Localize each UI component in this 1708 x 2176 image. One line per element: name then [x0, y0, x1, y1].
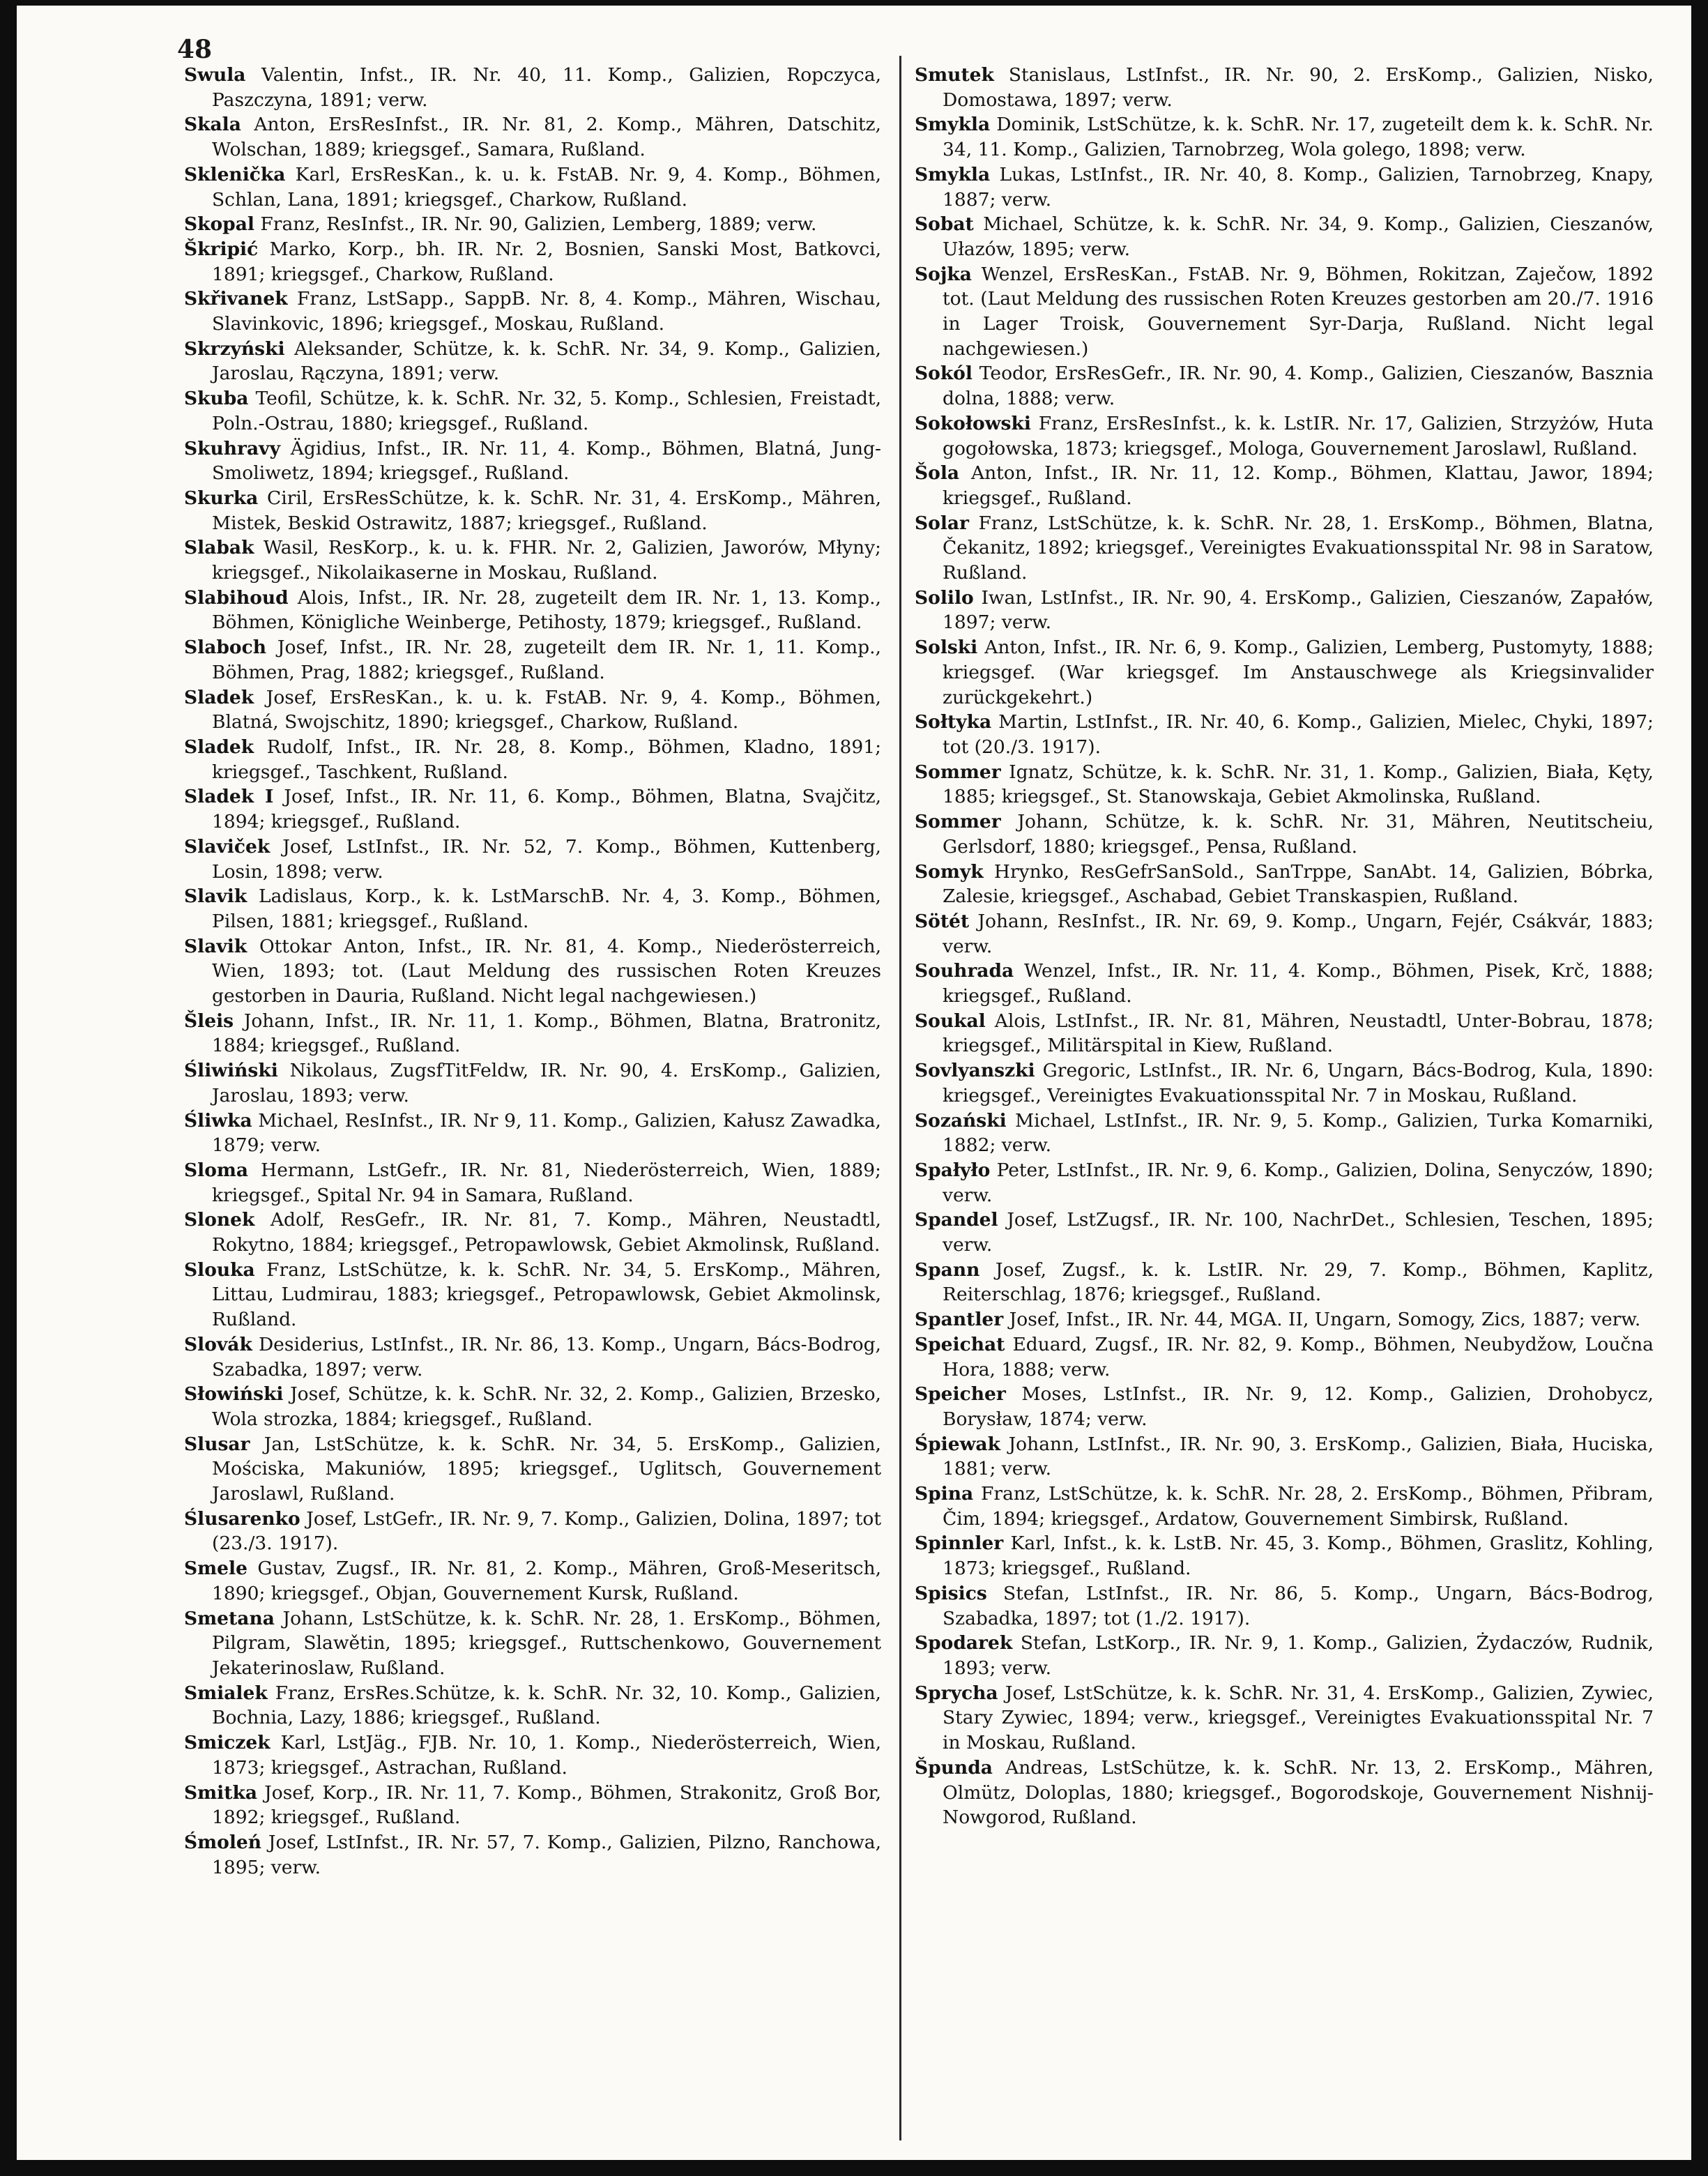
list-item	[184, 386, 881, 436]
list-item	[915, 710, 1654, 759]
entry-surname: Śliwiński	[184, 1060, 278, 1082]
list-item	[915, 1009, 1654, 1058]
list-item	[184, 1432, 881, 1507]
list-item	[915, 262, 1654, 362]
entry-surname: Swula	[184, 64, 246, 86]
entry-surname: Sloma	[184, 1159, 249, 1181]
list-item	[915, 411, 1654, 461]
entry-surname: Souhrada	[915, 960, 1014, 982]
entry-surname: Ślusarenko	[184, 1507, 300, 1530]
list-item	[915, 162, 1654, 212]
list-item	[184, 635, 881, 685]
entry-surname: Śliwka	[184, 1109, 252, 1132]
entry-surname: Sovlyanszki	[915, 1060, 1035, 1082]
entry-details: Johann, Schütze, k. k. SchR. Nr. 31, Mähren, Neutitscheiu, Gerlsdorf, 1880; kriegsgef., Pensa, Rußland.	[943, 811, 1654, 858]
entry-details: Alois, LstInfst., IR. Nr. 81, Mähren, Neustadtl, Unter-Bobrau, 1878; kriegsgef., Militärspital in Kiew, Rußland.	[943, 1010, 1654, 1057]
list-item	[184, 685, 881, 735]
entry-surname: Slabihoud	[184, 586, 289, 609]
list-item	[915, 511, 1654, 586]
entry-surname: Sladek	[184, 686, 254, 708]
right-column	[915, 63, 1654, 1830]
entry-details: Gregoric, LstInfst., IR. Nr. 6, Ungarn, Bács-Bodrog, Kula, 1890: kriegsgef., Vereinigtes Evakuationsspital Nr. 7 in Moskau, Rußland.	[943, 1060, 1654, 1106]
entry-surname: Smutek	[915, 64, 994, 86]
entry-surname: Škripić	[184, 238, 259, 260]
entry-surname: Skrzyński	[184, 337, 285, 360]
entry-surname: Śpiewak	[915, 1433, 1000, 1455]
entry-surname: Speichat	[915, 1333, 1005, 1355]
entry-details: Franz, ErsResInfst., k. k. LstIR. Nr. 17, Galizien, Strzyżów, Huta gogołowska, 1873; kriegsgef., Mologa, Gouvernement Jaroslawl, Rußland.	[943, 412, 1654, 459]
entry-details: Franz, ErsRes.Schütze, k. k. SchR. Nr. 32, 10. Komp., Galizien, Bochnia, Lazy, 1886; kriegsgef., Rußland.	[212, 1682, 881, 1729]
list-item	[184, 287, 881, 336]
entry-surname: Spałyło	[915, 1159, 991, 1181]
list-item	[915, 212, 1654, 261]
page-number: 48	[177, 35, 213, 64]
list-item	[184, 1158, 881, 1208]
list-item	[184, 586, 881, 635]
entry-surname: Sklenička	[184, 163, 286, 185]
entry-surname: Skopal	[184, 213, 254, 236]
entry-details: Rudolf, Infst., IR. Nr. 28, 8. Komp., Böhmen, Kladno, 1891; kriegsgef., Taschkent, Rußland.	[212, 736, 881, 783]
list-item	[184, 1730, 881, 1780]
entry-details: Anton, Infst., IR. Nr. 11, 12. Komp., Böhmen, Klattau, Jawor, 1894; kriegsgef., Rußland.	[943, 462, 1654, 509]
entry-surname: Sladek	[184, 736, 254, 758]
list-item	[184, 1058, 881, 1108]
entry-surname: Smitka	[184, 1781, 258, 1804]
list-item	[915, 1681, 1654, 1756]
entry-surname: Spann	[915, 1258, 980, 1281]
list-item	[184, 784, 881, 834]
entry-details: Michael, LstInfst., IR. Nr. 9, 5. Komp., Galizien, Turka Komarniki, 1882; verw.	[943, 1109, 1654, 1157]
entry-surname: Sobat	[915, 213, 974, 236]
column-divider	[899, 56, 901, 2140]
entry-surname: Slusar	[184, 1433, 250, 1455]
entry-surname: Slovák	[184, 1333, 252, 1355]
list-item	[915, 1432, 1654, 1482]
list-item	[184, 237, 881, 287]
entry-details: Martin, LstInfst., IR. Nr. 40, 6. Komp., Galizien, Mielec, Chyki, 1897; tot (20./3. 1917).	[943, 711, 1654, 758]
list-item	[915, 1208, 1654, 1257]
entry-surname: Skala	[184, 114, 241, 136]
list-item	[915, 1482, 1654, 1531]
list-item	[915, 361, 1654, 411]
entry-details: Josef, LstSchütze, k. k. SchR. Nr. 31, 4. ErsKomp., Galizien, Zywiec, Stary Zywiec, 1894; verw., kriegsgef., Vereinigtes Evakuationsspital Nr. 7 in Moskau, Rußland.	[943, 1682, 1654, 1754]
entry-details: Aleksander, Schütze, k. k. SchR. Nr. 34, 9. Komp., Galizien, Jaroslau, Rączyna, 1891; verw.	[212, 337, 881, 385]
list-item	[184, 1507, 881, 1556]
entry-surname: Smykla	[915, 163, 991, 185]
entry-details: Karl, LstJäg., FJB. Nr. 10, 1. Komp., Niederösterreich, Wien, 1873; kriegsgef., Astrachan, Rußland.	[212, 1732, 881, 1779]
entry-details: Josef, Korp., IR. Nr. 11, 7. Komp., Böhmen, Strakonitz, Groß Bor, 1892; kriegsgef., Rußland.	[212, 1781, 881, 1829]
entry-details: Ciril, ErsResSchütze, k. k. SchR. Nr. 31, 4. ErsKomp., Mähren, Mistek, Beskid Ostrawitz, 1887; kriegsgef., Rußland.	[212, 487, 881, 534]
entry-details: Johann, Infst., IR. Nr. 11, 1. Komp., Böhmen, Blatna, Bratronitz, 1884; kriegsgef., Rußland.	[212, 1010, 881, 1057]
list-item	[184, 1606, 881, 1681]
list-item	[184, 835, 881, 884]
entry-details: Gustav, Zugsf., IR. Nr. 81, 2. Komp., Mähren, Groß-Meseritsch, 1890; kriegsgef., Objan, Gouvernement Kursk, Rußland.	[212, 1558, 881, 1604]
entry-details: Ottokar Anton, Infst., IR. Nr. 81, 4. Komp., Niederösterreich, Wien, 1893; tot. (Laut Meldung des russischen Roten Kreuzes gestorben in Dauria, Rußland. Nicht legal nachgewiesen.)	[212, 935, 881, 1007]
entry-details: Andreas, LstSchütze, k. k. SchR. Nr. 13, 2. ErsKomp., Mähren, Olmütz, Doloplas, 1880; kriegsgef., Bogorodskoje, Gouvernement Nishnij-Nowgorod, Rußland.	[943, 1756, 1654, 1829]
list-item	[184, 1382, 881, 1431]
entry-details: Moses, LstInfst., IR. Nr. 9, 12. Komp., Galizien, Drohobycz, Borysław, 1874; verw.	[943, 1383, 1654, 1430]
entry-surname: Slaviček	[184, 835, 270, 858]
entry-details: Dominik, LstSchütze, k. k. SchR. Nr. 17, zugeteilt dem k. k. SchR. Nr. 34, 11. Komp., Galizien, Tarnobrzeg, Wola golego, 1898; verw.	[943, 114, 1654, 161]
list-item	[915, 1332, 1654, 1382]
entry-details: Teofil, Schütze, k. k. SchR. Nr. 32, 5. Komp., Schlesien, Freistadt, Poln.-Ostrau, 1880; kriegsgef., Rußland.	[212, 388, 881, 434]
entry-details: Anton, Infst., IR. Nr. 6, 9. Komp., Galizien, Lemberg, Pustomyty, 1888; kriegsgef. (War kriegsgef. Im Anstauschwege als Kriegsinvalider zurückgekehrt.)	[943, 637, 1654, 708]
entry-details: Ladislaus, Korp., k. k. LstMarschB. Nr. 4, 3. Komp., Böhmen, Pilsen, 1881; kriegsgef., Rußland.	[212, 885, 881, 932]
entry-surname: Slouka	[184, 1258, 255, 1281]
list-item	[184, 1830, 881, 1880]
entry-surname: Sladek I	[184, 786, 274, 808]
entry-surname: Spantler	[915, 1309, 1004, 1331]
list-item	[915, 1631, 1654, 1680]
list-item	[915, 63, 1654, 112]
entry-surname: Šleis	[184, 1010, 234, 1032]
list-item	[915, 959, 1654, 1008]
entry-surname: Skuhravy	[184, 437, 280, 459]
entry-details: Josef, Infst., IR. Nr. 28, zugeteilt dem IR. Nr. 1, 11. Komp., Böhmen, Prag, 1882; kriegsgef., Rußland.	[212, 637, 881, 683]
entry-details: Stefan, LstInfst., IR. Nr. 86, 5. Komp., Ungarn, Bács-Bodrog, Szabadka, 1897; tot (1./2. 1917).	[943, 1582, 1654, 1629]
entry-surname: Spina	[915, 1483, 974, 1505]
entry-surname: Solilo	[915, 586, 974, 609]
entry-details: Franz, LstSchütze, k. k. SchR. Nr. 34, 5. ErsKomp., Mähren, Littau, Ludmirau, 1883; kriegsgef., Petropawlowsk, Gebiet Akmolinsk, Rußland.	[212, 1258, 881, 1331]
entry-surname: Sojka	[915, 263, 972, 285]
list-item	[184, 1681, 881, 1730]
list-item	[915, 860, 1654, 909]
entry-details: Josef, LstInfst., IR. Nr. 52, 7. Komp., Böhmen, Kuttenberg, Losin, 1898; verw.	[212, 835, 881, 883]
list-item	[184, 1332, 881, 1382]
entry-details: Franz, ResInfst., IR. Nr. 90, Galizien, Lemberg, 1889; verw.	[260, 213, 817, 236]
entry-details: Ägidius, Infst., IR. Nr. 11, 4. Komp., Böhmen, Blatná, Jung-Smoliwetz, 1894; kriegsgef., Rußland.	[212, 437, 881, 485]
entry-surname: Spisics	[915, 1582, 987, 1604]
entry-details: Anton, ErsResInfst., IR. Nr. 81, 2. Komp., Mähren, Datschitz, Wolschan, 1889; kriegsgef., Samara, Rußland.	[212, 114, 881, 161]
entry-surname: Slonek	[184, 1209, 255, 1231]
entry-surname: Sokól	[915, 363, 973, 385]
entry-details: Eduard, Zugsf., IR. Nr. 82, 9. Komp., Böhmen, Neubydžow, Loučna Hora, 1888; verw.	[943, 1333, 1654, 1380]
list-item	[915, 1307, 1654, 1332]
entry-surname: Sokołowski	[915, 412, 1031, 434]
list-item	[915, 760, 1654, 809]
entry-surname: Smetana	[184, 1607, 275, 1629]
list-item	[184, 162, 881, 212]
entry-surname: Spinnler	[915, 1532, 1004, 1555]
entry-details: Franz, LstSchütze, k. k. SchR. Nr. 28, 1. ErsKomp., Böhmen, Blatna, Čekanitz, 1892; kriegsgef., Vereinigtes Evakuationsspital Nr. 98 in Saratow, Rußland.	[943, 512, 1654, 584]
entry-surname: Slabak	[184, 537, 254, 559]
entry-details: Franz, LstSchütze, k. k. SchR. Nr. 28, 2. ErsKomp., Böhmen, Přibram, Čim, 1894; kriegsgef., Ardatow, Gouvernement Simbirsk, Rußland.	[943, 1483, 1654, 1530]
entry-details: Lukas, LstInfst., IR. Nr. 40, 8. Komp., Galizien, Tarnobrzeg, Knapy, 1887; verw.	[943, 163, 1654, 211]
entry-surname: Sötét	[915, 910, 970, 932]
entry-details: Johann, LstInfst., IR. Nr. 90, 3. ErsKomp., Galizien, Biała, Huciska, 1881; verw.	[943, 1433, 1654, 1480]
entry-surname: Slavik	[184, 935, 247, 957]
list-item	[915, 909, 1654, 959]
list-item	[915, 1258, 1654, 1307]
entry-details: Wasil, ResKorp., k. u. k. FHR. Nr. 2, Galizien, Jaworów, Młyny; kriegsgef., Nikolaikaserne in Moskau, Rußland.	[212, 537, 881, 584]
entry-details: Peter, LstInfst., IR. Nr. 9, 6. Komp., Galizien, Dolina, Senyczów, 1890; verw.	[943, 1159, 1654, 1206]
list-item	[184, 436, 881, 486]
entry-details: Josef, LstGefr., IR. Nr. 9, 7. Komp., Galizien, Dolina, 1897; tot (23./3. 1917).	[212, 1507, 881, 1555]
entry-surname: Šola	[915, 462, 960, 485]
entry-surname: Smiczek	[184, 1732, 270, 1754]
list-item	[915, 1058, 1654, 1108]
list-item	[184, 1009, 881, 1058]
entry-surname: Skurka	[184, 487, 259, 509]
list-item	[184, 486, 881, 535]
document-page	[17, 6, 1691, 2160]
entry-surname: Špunda	[915, 1756, 993, 1779]
list-item	[915, 112, 1654, 162]
entry-details: Ignatz, Schütze, k. k. SchR. Nr. 31, 1. Komp., Galizien, Biała, Kęty, 1885; kriegsgef., St. Stanowskaja, Gebiet Akmolinska, Rußland.	[943, 761, 1654, 808]
entry-surname: Skřivanek	[184, 288, 288, 310]
entry-details: Michael, ResInfst., IR. Nr 9, 11. Komp., Galizien, Kałusz Zawadka, 1879; verw.	[212, 1109, 881, 1157]
entry-surname: Slaboch	[184, 637, 266, 659]
entry-surname: Somyk	[915, 860, 984, 883]
list-item	[184, 1258, 881, 1332]
entry-details: Adolf, ResGefr., IR. Nr. 81, 7. Komp., Mähren, Neustadtl, Rokytno, 1884; kriegsgef., Petropawlowsk, Gebiet Akmolinsk, Rußland.	[212, 1209, 881, 1256]
entry-details: Alois, Infst., IR. Nr. 28, zugeteilt dem IR. Nr. 1, 13. Komp., Böhmen, Königliche Weinberge, Petihosty, 1879; kriegsgef., Rußland.	[212, 586, 881, 634]
entry-details: Josef, Infst., IR. Nr. 11, 6. Komp., Böhmen, Blatna, Svajčitz, 1894; kriegsgef., Rußland.	[212, 786, 881, 833]
list-item	[184, 1109, 881, 1158]
entry-surname: Smialek	[184, 1682, 268, 1704]
list-item	[915, 461, 1654, 510]
entry-surname: Smele	[184, 1558, 247, 1580]
entry-details: Hrynko, ResGefrSanSold., SanTrppe, SanAbt. 14, Galizien, Bóbrka, Zalesie, kriegsgef., Aschabad, Gebiet Transkaspien, Rußland.	[943, 860, 1654, 908]
entry-details: Wenzel, ErsResKan., FstAB. Nr. 9, Böhmen, Rokitzan, Zaječow, 1892 tot. (Laut Meldung des russischen Roten Kreuzes gestorben am 20./7. 1916 in Lager Troisk, Gouvernement Syr-Darja, Rußland. Nicht legal nachgewiesen.)	[943, 263, 1654, 360]
entry-details: Hermann, LstGefr., IR. Nr. 81, Niederösterreich, Wien, 1889; kriegsgef., Spital Nr. 94 in Samara, Rußland.	[212, 1159, 881, 1206]
list-item	[915, 586, 1654, 635]
entry-surname: Słowiński	[184, 1383, 284, 1406]
entry-surname: Sprycha	[915, 1682, 998, 1704]
entry-details: Stanislaus, LstInfst., IR. Nr. 90, 2. ErsKomp., Galizien, Nisko, Domostawa, 1897; verw.	[943, 64, 1654, 111]
entry-details: Franz, LstSapp., SappB. Nr. 8, 4. Komp., Mähren, Wischau, Slavinkovic, 1896; kriegsgef., Moskau, Rußland.	[212, 288, 881, 335]
entry-surname: Sommer	[915, 811, 1001, 833]
entry-details: Josef, LstZugsf., IR. Nr. 100, NachrDet., Schlesien, Teschen, 1895; verw.	[943, 1209, 1654, 1256]
entry-surname: Speicher	[915, 1383, 1006, 1406]
list-item	[184, 1208, 881, 1257]
entry-details: Iwan, LstInfst., IR. Nr. 90, 4. ErsKomp., Galizien, Cieszanów, Zapałów, 1897; verw.	[943, 586, 1654, 634]
entry-surname: Spandel	[915, 1209, 998, 1231]
list-item	[184, 212, 881, 237]
entry-details: Stefan, LstKorp., IR. Nr. 9, 1. Komp., Galizien, Żydaczów, Rudnik, 1893; verw.	[943, 1632, 1654, 1679]
entry-surname: Slavik	[184, 885, 247, 908]
entry-details: Johann, ResInfst., IR. Nr. 69, 9. Komp., Ungarn, Fejér, Csákvár, 1883; verw.	[943, 910, 1654, 957]
list-item	[915, 1158, 1654, 1208]
entry-details: Josef, Schütze, k. k. SchR. Nr. 32, 2. Komp., Galizien, Brzesko, Wola strozka, 1884; kriegsgef., Rußland.	[212, 1383, 881, 1430]
entry-surname: Skuba	[184, 388, 249, 410]
left-column	[184, 63, 881, 1880]
entry-details: Nikolaus, ZugsfTitFeldw, IR. Nr. 90, 4. ErsKomp., Galizien, Jaroslau, 1893; verw.	[212, 1060, 881, 1106]
list-item	[184, 112, 881, 162]
entry-surname: Sommer	[915, 761, 1001, 783]
list-item	[184, 735, 881, 784]
entry-details: Karl, Infst., k. k. LstB. Nr. 45, 3. Komp., Böhmen, Graslitz, Kohling, 1873; kriegsgef., Rußland.	[943, 1532, 1654, 1580]
entry-details: Michael, Schütze, k. k. SchR. Nr. 34, 9. Komp., Galizien, Cieszanów, Ułazów, 1895; verw.	[943, 213, 1654, 260]
entry-surname: Solski	[915, 637, 978, 659]
entry-details: Jan, LstSchütze, k. k. SchR. Nr. 34, 5. ErsKomp., Galizien, Mościska, Makuniów, 1895; kriegsgef., Uglitsch, Gouvernement Jaroslawl, Rußland.	[212, 1433, 881, 1505]
entry-surname: Solar	[915, 512, 970, 534]
entry-surname: Śmoleń	[184, 1831, 262, 1853]
entry-details: Wenzel, Infst., IR. Nr. 11, 4. Komp., Böhmen, Pisek, Krč, 1888; kriegsgef., Rußland.	[943, 960, 1654, 1007]
list-item	[184, 337, 881, 386]
list-item	[184, 1781, 881, 1830]
entry-details: Johann, LstSchütze, k. k. SchR. Nr. 28, 1. ErsKomp., Böhmen, Pilgram, Slawětin, 1895; kriegsgef., Ruttschenkowo, Gouvernement Jekaterinoslaw, Rußland.	[212, 1607, 881, 1679]
list-item	[915, 635, 1654, 710]
list-item	[915, 809, 1654, 859]
list-item	[915, 1109, 1654, 1158]
entry-surname: Sozański	[915, 1109, 1007, 1132]
list-item	[915, 1531, 1654, 1581]
entry-surname: Sołtyka	[915, 711, 992, 733]
entry-details: Josef, LstInfst., IR. Nr. 57, 7. Komp., Galizien, Pilzno, Ranchowa, 1895; verw.	[212, 1831, 881, 1878]
entry-details: Desiderius, LstInfst., IR. Nr. 86, 13. Komp., Ungarn, Bács-Bodrog, Szabadka, 1897; verw.	[212, 1333, 881, 1380]
entry-details: Josef, Infst., IR. Nr. 44, MGA. II, Ungarn, Somogy, Zics, 1887; verw.	[1009, 1309, 1641, 1331]
list-item	[184, 535, 881, 585]
entry-details: Josef, ErsResKan., k. u. k. FstAB. Nr. 9, 4. Komp., Böhmen, Blatná, Swojschitz, 1890; kriegsgef., Charkow, Rußland.	[212, 686, 881, 733]
entry-surname: Spodarek	[915, 1632, 1013, 1654]
list-item	[915, 1382, 1654, 1431]
entry-details: Marko, Korp., bh. IR. Nr. 2, Bosnien, Sanski Most, Batkovci, 1891; kriegsgef., Charkow, Rußland.	[212, 238, 881, 285]
entry-details: Valentin, Infst., IR. Nr. 40, 11. Komp., Galizien, Ropczyca, Paszczyna, 1891; verw.	[212, 64, 881, 111]
list-item	[184, 63, 881, 112]
entry-details: Josef, Zugsf., k. k. LstIR. Nr. 29, 7. Komp., Böhmen, Kaplitz, Reiterschlag, 1876; kriegsgef., Rußland.	[943, 1258, 1654, 1306]
entry-surname: Soukal	[915, 1010, 986, 1032]
list-item	[184, 1556, 881, 1606]
entry-details: Karl, ErsResKan., k. u. k. FstAB. Nr. 9, 4. Komp., Böhmen, Schlan, Lana, 1891; kriegsgef., Charkow, Rußland.	[212, 163, 881, 211]
list-item	[915, 1581, 1654, 1631]
entry-surname: Smykla	[915, 114, 991, 136]
list-item	[915, 1756, 1654, 1830]
list-item	[184, 884, 881, 934]
entry-details: Teodor, ErsResGefr., IR. Nr. 90, 4. Komp., Galizien, Cieszanów, Basznia dolna, 1888; verw.	[943, 363, 1654, 410]
list-item	[184, 934, 881, 1009]
